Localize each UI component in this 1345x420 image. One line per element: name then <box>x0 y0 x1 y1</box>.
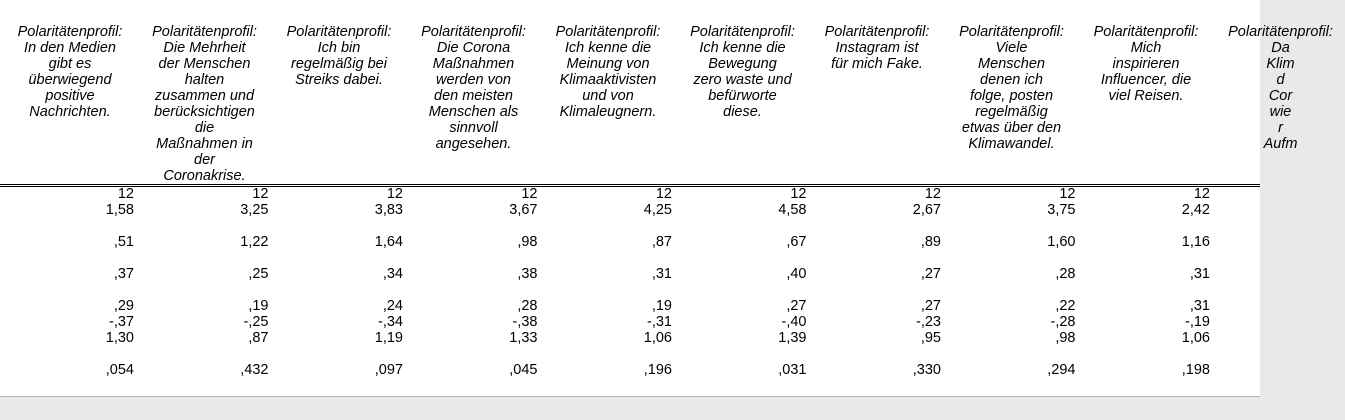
table-cell: 12 <box>790 186 807 202</box>
table-cell: 12 <box>1059 186 1076 202</box>
table-cell: ,432 <box>240 362 269 378</box>
table-cell: ,19 <box>248 298 269 314</box>
table-cell: 2,67 <box>912 202 941 218</box>
table-cell: 12 <box>117 186 134 202</box>
table-cell: ,37 <box>113 266 134 282</box>
table-cell: 1,06 <box>1181 330 1210 346</box>
table-header-row <box>0 24 1333 184</box>
table-cell: ,330 <box>912 362 941 378</box>
table-cell: 1,06 <box>643 330 672 346</box>
table-cell: 1,19 <box>374 330 403 346</box>
table-cell: 2,42 <box>1181 202 1210 218</box>
table-cell: 1,33 <box>509 330 538 346</box>
table-cell: 1,16 <box>1181 234 1210 250</box>
table-cell: ,38 <box>517 266 538 282</box>
table-cell: ,27 <box>920 266 941 282</box>
table-cell: -,34 <box>378 314 403 330</box>
table-cell: ,24 <box>382 298 403 314</box>
table-cell: ,28 <box>1055 266 1076 282</box>
table-cell: ,31 <box>651 266 672 282</box>
column-header: Polaritätenprofil: Ich kenne die Bewegung zero waste und befürworte diese. <box>690 24 795 120</box>
table-cell: 1,64 <box>374 234 403 250</box>
table-cell: ,31 <box>1189 298 1210 314</box>
table-cell: ,67 <box>786 234 807 250</box>
table-cell: ,27 <box>786 298 807 314</box>
table-cell: 12 <box>1193 186 1210 202</box>
table-cell: ,31 <box>1189 266 1210 282</box>
table-cell: ,054 <box>105 362 134 378</box>
table-body <box>0 186 1260 396</box>
column-header: Polaritätenprofil: Instagram ist für mich Fake. <box>824 24 930 72</box>
horizontal-scroll-area[interactable] <box>0 397 1260 420</box>
table-cell: ,89 <box>920 234 941 250</box>
table-cell: 12 <box>386 186 403 202</box>
table-cell: 3,83 <box>374 202 403 218</box>
table-cell: ,25 <box>248 266 269 282</box>
table-cell: ,196 <box>643 362 672 378</box>
table-cell: 3,25 <box>240 202 269 218</box>
table-cell: -,23 <box>916 314 941 330</box>
table-cell: -,38 <box>512 314 538 330</box>
table-cell: ,34 <box>382 266 403 282</box>
column-header: Polaritätenprofil: Da Klim d Cor wie r Aufm <box>1228 24 1333 152</box>
table-cell: 1,22 <box>240 234 269 250</box>
table-cell: 12 <box>655 186 672 202</box>
table-cell: -,25 <box>243 314 269 330</box>
table-cell: ,40 <box>786 266 807 282</box>
column-header: Polaritätenprofil: Die Corona Maßnahmen werden von den meisten Menschen als sinnvoll angesehen. <box>421 24 526 152</box>
table-cell: 1,60 <box>1047 234 1076 250</box>
column-header: Polaritätenprofil: In den Medien gibt es überwiegend positive Nachrichten. <box>17 24 123 120</box>
header-divider-top <box>0 184 1260 185</box>
table-cell: ,031 <box>778 362 807 378</box>
column-header: Polaritätenprofil: Viele Menschen denen ich folge, posten regelmäßig etwas über den Klimawandel. <box>959 24 1064 152</box>
table-cell: ,29 <box>113 298 134 314</box>
column-header: Polaritätenprofil: Die Mehrheit der Menschen halten zusammen und berücksichtigen die Maßnahmen in der Coronakrise. <box>152 24 257 184</box>
table-cell: ,22 <box>1055 298 1076 314</box>
table-cell: ,097 <box>374 362 403 378</box>
table-cell: 1,58 <box>105 202 134 218</box>
table-cell: ,198 <box>1181 362 1210 378</box>
table-cell: -,37 <box>109 314 134 330</box>
table-cell: 12 <box>252 186 269 202</box>
table-cell: ,045 <box>509 362 538 378</box>
table-cell: -,19 <box>1185 314 1210 330</box>
table-cell: ,294 <box>1047 362 1076 378</box>
table-cell: ,87 <box>248 330 269 346</box>
table-cell: ,19 <box>651 298 672 314</box>
table-cell: 1,39 <box>778 330 807 346</box>
table-cell: -,28 <box>1050 314 1076 330</box>
table-cell: ,28 <box>517 298 538 314</box>
table-cell: ,95 <box>920 330 941 346</box>
table-cell: ,51 <box>113 234 134 250</box>
table-cell: 3,67 <box>509 202 538 218</box>
column-header: Polaritätenprofil: Ich bin regelmäßig bei Streiks dabei. <box>286 24 392 88</box>
table-cell: -,40 <box>781 314 807 330</box>
column-header: Polaritätenprofil: Ich kenne die Meinung von Klimaaktivisten und von Klimaleugnern. <box>555 24 661 120</box>
table-cell: 4,58 <box>778 202 807 218</box>
table-cell: 4,25 <box>643 202 672 218</box>
table-cell: 1,30 <box>105 330 134 346</box>
column-header: Polaritätenprofil: Mich inspirieren Influencer, die viel Reisen. <box>1093 24 1199 104</box>
table-cell: 12 <box>521 186 538 202</box>
table-cell: -,31 <box>647 314 672 330</box>
table-cell: ,27 <box>920 298 941 314</box>
table-cell: ,87 <box>651 234 672 250</box>
table-cell: 3,75 <box>1047 202 1076 218</box>
table-cell: 12 <box>924 186 941 202</box>
table-cell: ,98 <box>517 234 538 250</box>
table-cell: ,98 <box>1055 330 1076 346</box>
